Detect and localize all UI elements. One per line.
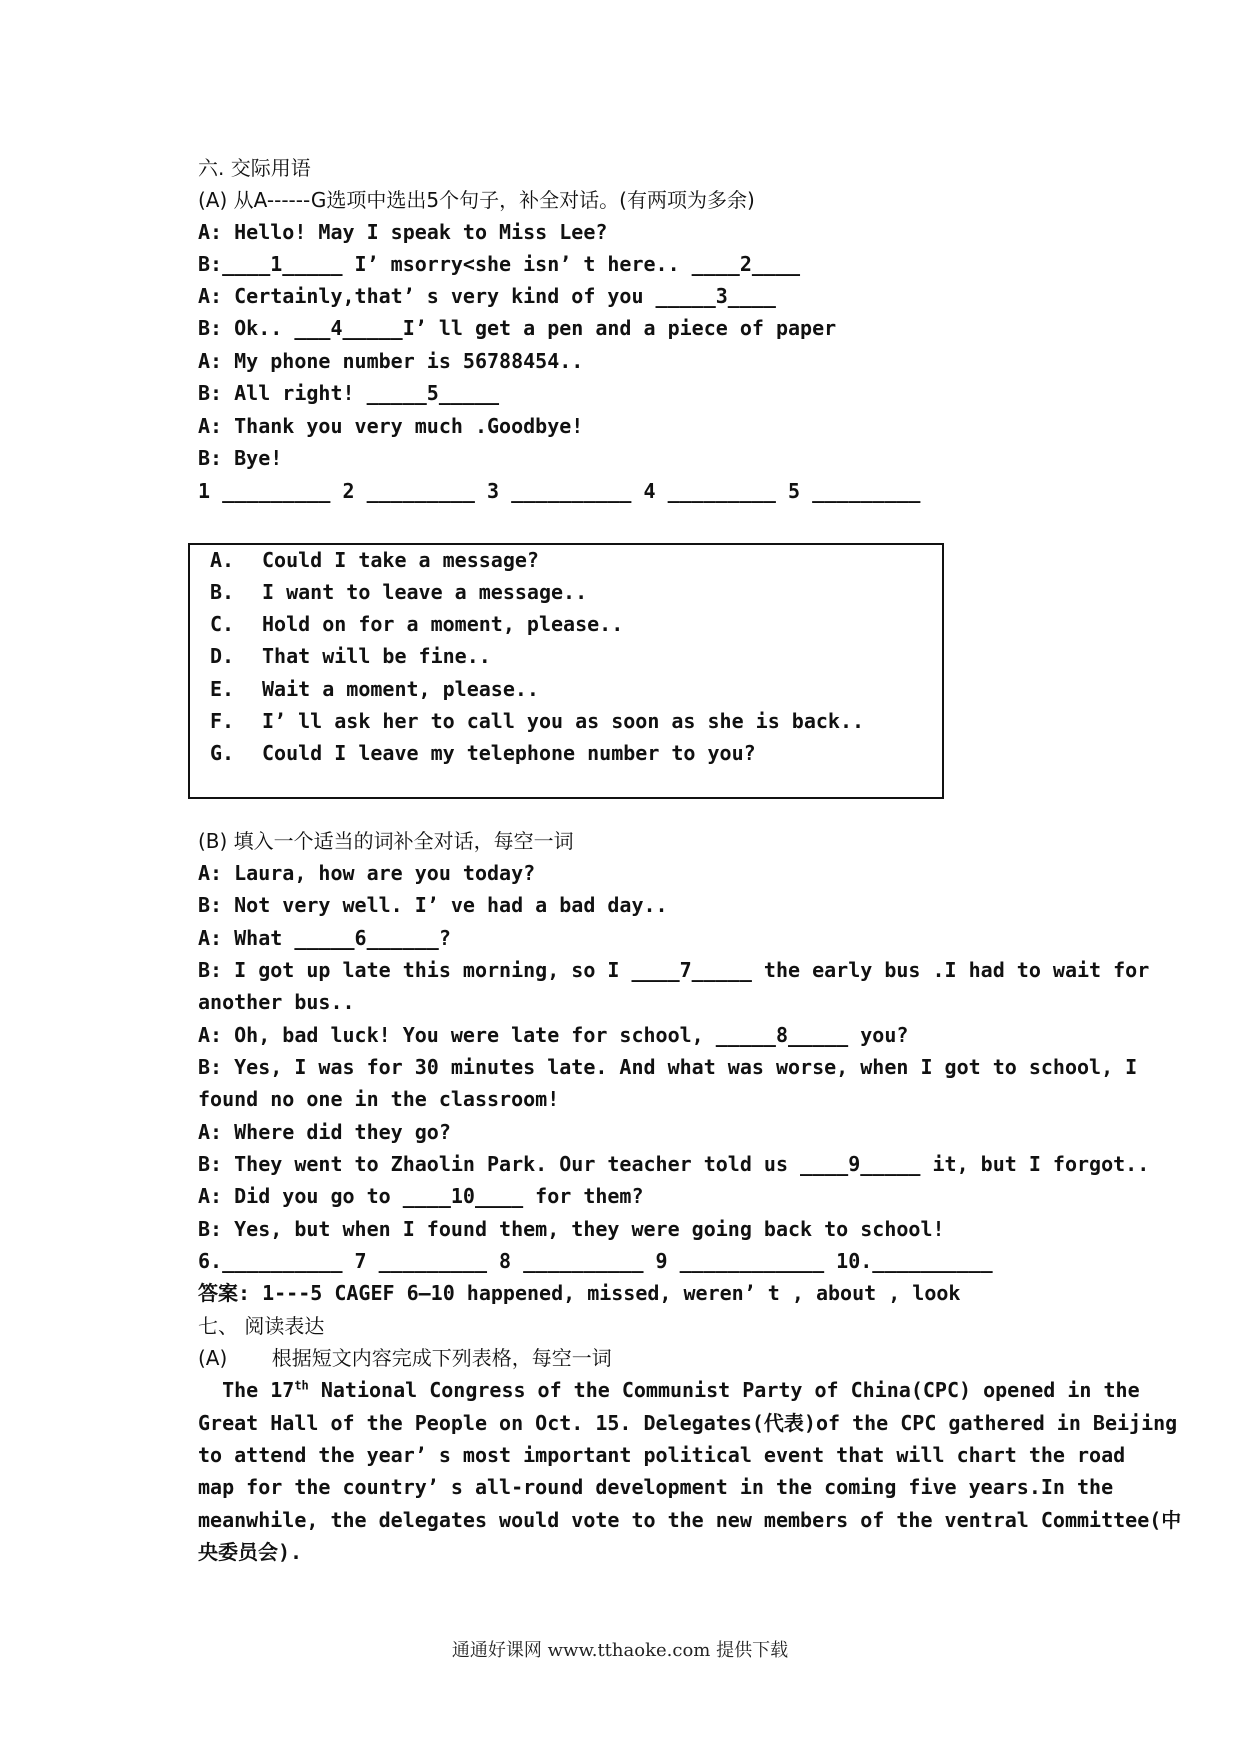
- dialogue-line: B:____1_____ I’ msorry<she isn’ t here.. ____2____: [198, 252, 801, 276]
- option-item: F. I’ ll ask her to call you as soon as she is back..: [210, 709, 865, 733]
- passage-line: map for the country’ s all-round development in the coming five years.In the: [198, 1475, 1114, 1499]
- dialogue-line: B: Yes, I was for 30 minutes late. And what was worse, when I got to school, I: [198, 1055, 1138, 1079]
- dialogue-line: B: All right! _____5_____: [198, 381, 500, 405]
- option-item: A. Could I take a message?: [210, 548, 539, 572]
- partB-instruction: (B) 填入一个适当的词补全对话，每空一词: [198, 829, 574, 853]
- passage-line: 央委员会).: [198, 1540, 303, 1564]
- footer-credit: 通通好课网 www.tthaoke.com 提供下载: [451, 1640, 789, 1661]
- dialogue-line: A: Laura, how are you today?: [198, 861, 536, 885]
- passage-line: to attend the year’ s most important political event that will chart the road: [198, 1443, 1126, 1467]
- section6-title: 六. 交际用语: [198, 156, 311, 180]
- dialogue-line: A: What _____6______?: [198, 926, 451, 950]
- dialogue-line: B: Not very well. I’ ve had a bad day..: [198, 893, 668, 917]
- option-item: C. Hold on for a moment, please..: [210, 612, 624, 636]
- dialogue-line: B: They went to Zhaolin Park. Our teacher told us ____9_____ it, but I forgot..: [198, 1152, 1150, 1176]
- option-item: E. Wait a moment, please..: [210, 677, 539, 701]
- partB-answer-blanks: 6.__________ 7 _________ 8 __________ 9 ____________ 10.__________: [198, 1249, 993, 1273]
- option-item: B. I want to leave a message..: [210, 580, 588, 604]
- partA-instruction: (A) 从A------G选项中选出5个句子，补全对话。(有两项为多余): [198, 188, 755, 212]
- dialogue-line: A: Certainly,that’ s very kind of you _____3____: [198, 284, 776, 308]
- dialogue-line: A: Oh, bad luck! You were late for school, _____8_____ you?: [198, 1023, 909, 1047]
- passage-line: Great Hall of the People on Oct. 15. Delegates(代表)of the CPC gathered in Beijing: [198, 1411, 1178, 1435]
- option-item: D. That will be fine..: [210, 644, 491, 668]
- dialogue-line: A: My phone number is 56788454..: [198, 349, 584, 373]
- passage-line: The 17th National Congress of the Communist Party of China(CPC) opened in the: [198, 1378, 1140, 1402]
- dialogue-line: another bus..: [198, 990, 355, 1014]
- dialogue-line: B: Yes, but when I found them, they were going back to school!: [198, 1217, 945, 1241]
- dialogue-line: B: Bye!: [198, 446, 283, 470]
- section7-title: 七、 阅读表达: [198, 1314, 325, 1338]
- answer-key: 答案: 1---5 CAGEF 6—10 happened, missed, weren’ t , about , look: [198, 1281, 961, 1305]
- dialogue-line: A: Thank you very much .Goodbye!: [198, 414, 584, 438]
- dialogue-line: B: Ok.. ___4_____I’ ll get a pen and a piece of paper: [198, 316, 837, 340]
- dialogue-line: found no one in the classroom!: [198, 1087, 560, 1111]
- dialogue-line: A: Where did they go?: [198, 1120, 451, 1144]
- dialogue-line: A: Did you go to ____10____ for them?: [198, 1184, 644, 1208]
- passage-line: meanwhile, the delegates would vote to the new members of the ventral Committee(中: [198, 1508, 1182, 1532]
- dialogue-line: A: Hello! May I speak to Miss Lee?: [198, 220, 608, 244]
- dialogue-line: B: I got up late this morning, so I ____7_____ the early bus .I had to wait for: [198, 958, 1150, 982]
- option-item: G. Could I leave my telephone number to you?: [210, 741, 756, 765]
- section7-instruction: (A) 根据短文内容完成下列表格，每空一词: [198, 1346, 612, 1370]
- options-box: [188, 543, 944, 799]
- partA-answer-blanks: 1 _________ 2 _________ 3 __________ 4 _________ 5 _________: [198, 479, 921, 503]
